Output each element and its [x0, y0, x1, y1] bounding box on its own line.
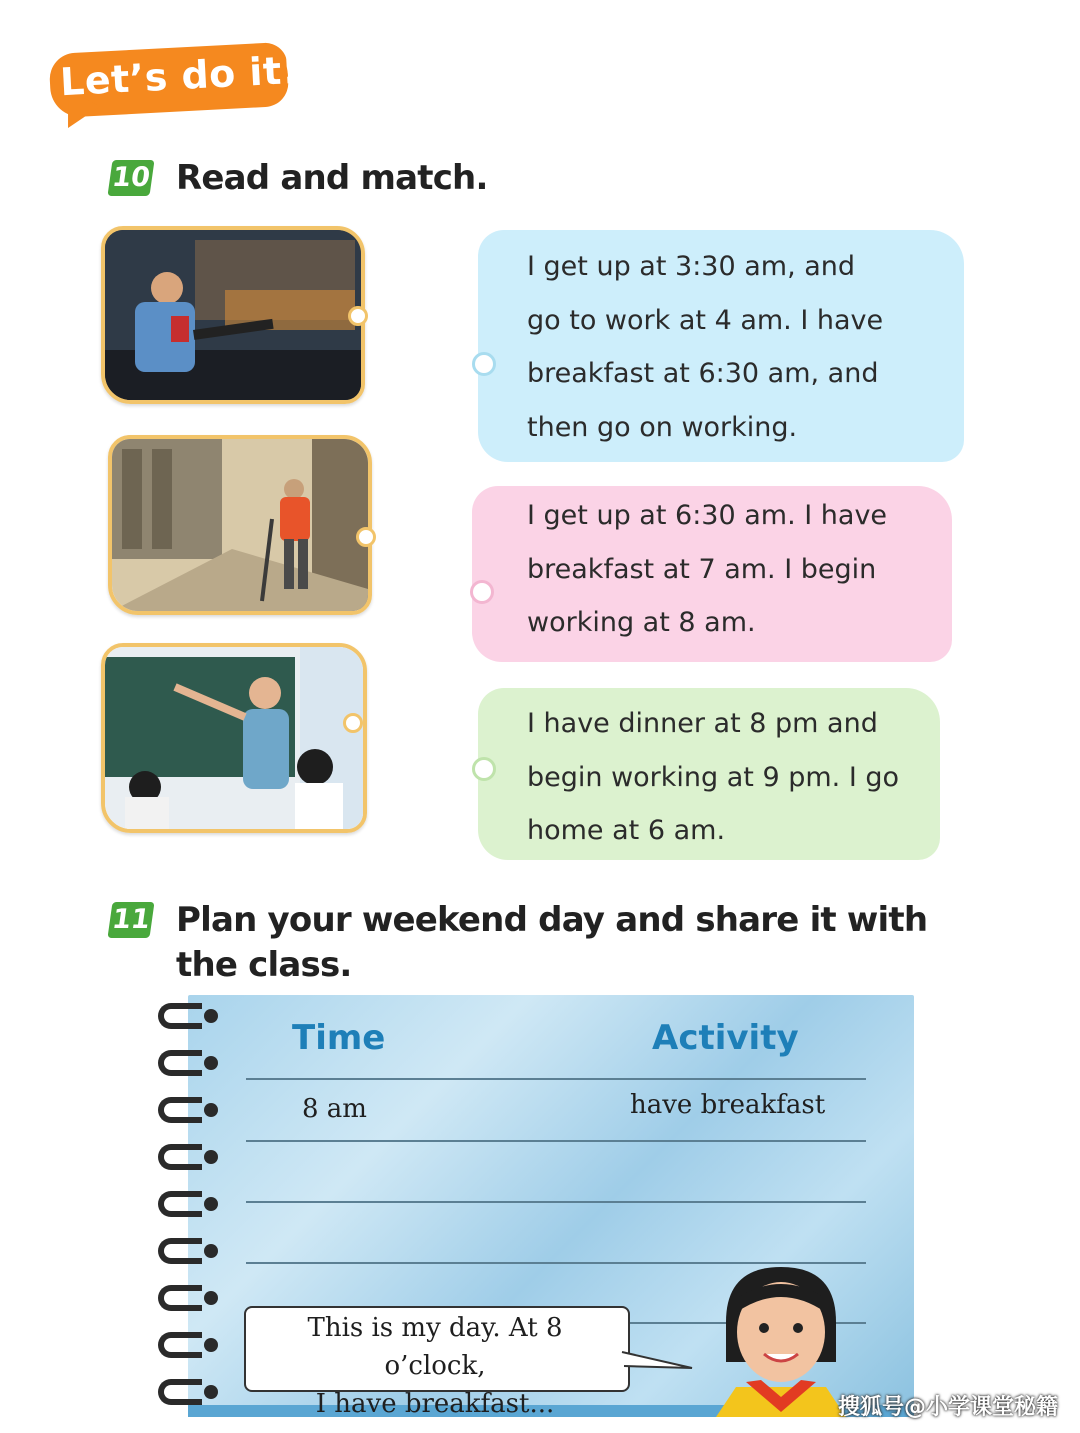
spiral-ring: [158, 1379, 202, 1405]
exercise-10-title: Read and match.: [176, 158, 488, 198]
spiral-hole: [204, 1291, 218, 1305]
text-3-match-dot[interactable]: [472, 757, 496, 781]
photo-2-match-dot[interactable]: [356, 527, 376, 547]
spiral-ring: [158, 1332, 202, 1358]
speech-line-2: I have breakfast...: [315, 1389, 555, 1419]
text-1-match-dot[interactable]: [472, 352, 496, 376]
table-rule: [246, 1140, 866, 1142]
spiral-ring: [158, 1191, 202, 1217]
banner-label: Let’s do it!: [59, 47, 301, 105]
text-card-3-body: [527, 697, 899, 858]
spiral-hole: [204, 1338, 218, 1352]
table-rule: [246, 1201, 866, 1203]
spiral-hole: [204, 1150, 218, 1164]
spiral-hole: [204, 1244, 218, 1258]
row-1-time[interactable]: 8 am: [302, 1094, 367, 1124]
row-1-activity[interactable]: have breakfast: [630, 1090, 826, 1120]
text-3-line-3: home at 6 am.: [527, 815, 726, 846]
exercise-11-title-line-2: the class.: [176, 945, 352, 985]
spiral-ring: [158, 1097, 202, 1123]
column-header-time: Time: [292, 1018, 386, 1058]
bus-driver-photo: [101, 226, 365, 404]
text-3-line-1: I have dinner at 8 pm and: [527, 708, 878, 739]
speech-line-1: This is my day. At 8 o’clock,: [307, 1313, 563, 1381]
speech-bubble-text: [254, 1309, 616, 1423]
speech-bubble-tail: [620, 1340, 700, 1380]
spiral-ring: [158, 1238, 202, 1264]
exercise-11-title: [176, 898, 927, 988]
street-cleaner-illustration: [112, 439, 368, 611]
text-2-line-3: working at 8 am.: [527, 607, 756, 638]
spiral-ring: [158, 1003, 202, 1029]
spiral-hole: [204, 1385, 218, 1399]
text-1-line-3: breakfast at 6:30 am, and: [527, 358, 879, 389]
exercise-11-title-line-1: Plan your weekend day and share it with: [176, 900, 928, 940]
photo-1-match-dot[interactable]: [348, 306, 368, 326]
spiral-ring: [158, 1050, 202, 1076]
spiral-hole: [204, 1056, 218, 1070]
text-2-line-1: I get up at 6:30 am. I have: [527, 500, 888, 531]
street-cleaner-photo: [108, 435, 372, 615]
column-header-activity: Activity: [652, 1018, 799, 1058]
table-rule: [246, 1078, 866, 1080]
text-2-line-2: breakfast at 7 am. I begin: [527, 553, 877, 585]
text-1-line-2: go to work at 4 am. I have: [527, 304, 884, 336]
girl-illustration: [706, 1262, 856, 1417]
exercise-number-10: 10: [107, 160, 154, 196]
spiral-hole: [204, 1197, 218, 1211]
exercise-number-11: 11: [107, 902, 154, 938]
text-card-2-body: [527, 489, 887, 650]
spiral-hole: [204, 1009, 218, 1023]
text-1-line-1: I get up at 3:30 am, and: [527, 251, 856, 282]
watermark: 搜狐号@小学课堂秘籍: [837, 1395, 1058, 1420]
spiral-ring: [158, 1144, 202, 1170]
teacher-photo: [101, 643, 367, 833]
teacher-illustration: [105, 647, 363, 829]
text-2-match-dot[interactable]: [470, 580, 494, 604]
bus-driver-illustration: [105, 230, 361, 400]
text-3-line-2: begin working at 9 pm. I go: [527, 761, 900, 793]
text-1-line-4: then go on working.: [527, 411, 798, 443]
text-card-1-body: [527, 240, 883, 454]
spiral-ring: [158, 1285, 202, 1311]
spiral-hole: [204, 1103, 218, 1117]
photo-3-match-dot[interactable]: [343, 713, 363, 733]
